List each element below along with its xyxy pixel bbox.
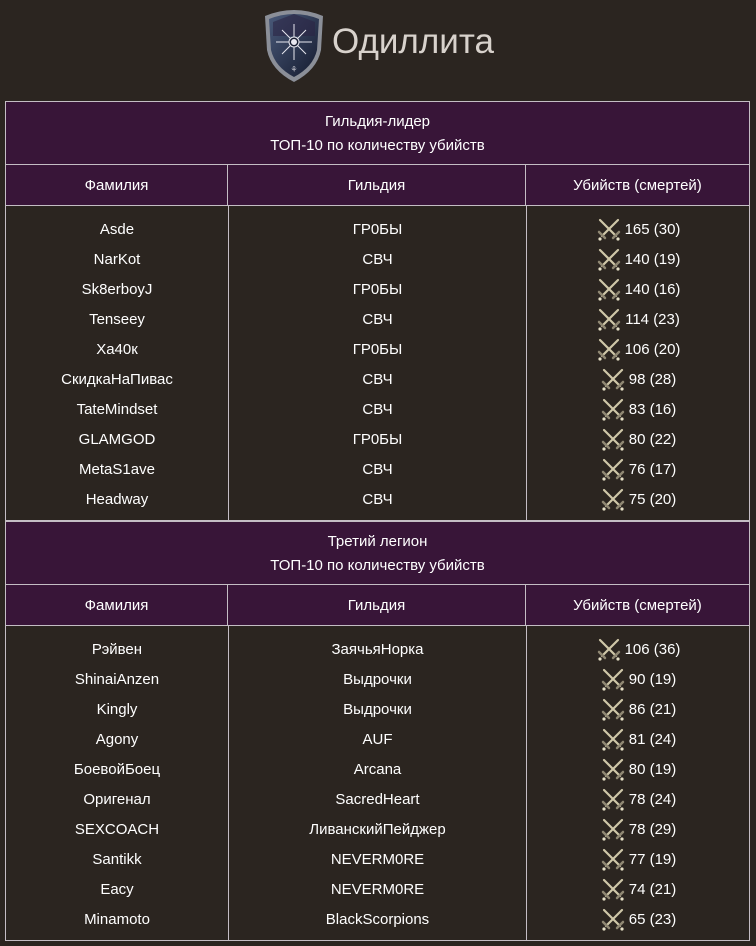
player-name: SEXCOACH xyxy=(74,820,160,838)
player-kills xyxy=(527,244,749,274)
player-name: GLAMGOD xyxy=(78,430,156,448)
player-name: Asde xyxy=(99,220,135,238)
player-name: Sk8erboyJ xyxy=(81,280,153,298)
player-name: NarKot xyxy=(93,250,141,268)
kills-deaths-value: 80 (19) xyxy=(628,760,677,778)
page-title: Одиллита xyxy=(332,22,494,61)
player-kills xyxy=(527,364,749,394)
crossed-swords-icon xyxy=(596,336,622,362)
kills-deaths-value: 81 (24) xyxy=(628,730,677,748)
player-kills xyxy=(527,724,749,754)
crossed-swords-icon xyxy=(600,666,626,692)
name-column xyxy=(6,626,228,940)
svg-text:⚘: ⚘ xyxy=(290,65,298,74)
crossed-swords-icon xyxy=(600,456,626,482)
player-guild: ЛиванскийПейджер xyxy=(309,820,446,838)
player-guild: СВЧ xyxy=(362,460,393,478)
column-header-name[interactable]: Фамилия xyxy=(5,585,228,626)
player-guild: ЗаячьяНорка xyxy=(331,640,424,658)
player-guild: ГР0БЫ xyxy=(352,220,403,238)
player-guild: Выдрочки xyxy=(343,670,412,688)
player-kills xyxy=(527,664,749,694)
player-kills xyxy=(527,844,749,874)
player-name: СкидкаНаПивас xyxy=(61,370,173,388)
player-name: ShinaiAnzen xyxy=(74,670,160,688)
player-guild: BlackScorpions xyxy=(325,910,430,928)
kills-deaths-value: 98 (28) xyxy=(628,370,677,388)
player-kills xyxy=(527,784,749,814)
kills-deaths-value: 78 (24) xyxy=(628,790,677,808)
kills-deaths-value: 140 (19) xyxy=(624,250,681,268)
player-guild: ГР0БЫ xyxy=(352,340,403,358)
player-guild: СВЧ xyxy=(362,250,393,268)
kills-deaths-value: 80 (22) xyxy=(628,430,677,448)
kills-deaths-value: 106 (20) xyxy=(624,340,681,358)
player-guild: СВЧ xyxy=(362,310,393,328)
kills-deaths-value: 77 (19) xyxy=(628,850,677,868)
player-guild: NEVERM0RE xyxy=(330,850,425,868)
player-name: Agony xyxy=(95,730,139,748)
crossed-swords-icon xyxy=(600,786,626,812)
crossed-swords-icon xyxy=(600,696,626,722)
section-title-block xyxy=(5,101,750,165)
player-guild: СВЧ xyxy=(362,370,393,388)
kills-deaths-value: 165 (30) xyxy=(624,220,681,238)
player-guild: NEVERM0RE xyxy=(330,880,425,898)
player-kills xyxy=(527,454,749,484)
column-header-guild[interactable]: Гильдия xyxy=(228,165,526,206)
player-name: MetaS1ave xyxy=(79,460,155,478)
player-guild: SacredHeart xyxy=(335,790,420,808)
crossed-swords-icon xyxy=(596,636,622,662)
player-kills xyxy=(527,814,749,844)
player-name: Оригенал xyxy=(83,790,151,808)
crossed-swords-icon xyxy=(600,396,626,422)
crossed-swords-icon xyxy=(596,276,622,302)
player-kills xyxy=(527,484,749,514)
player-kills xyxy=(527,694,749,724)
guild-column xyxy=(228,206,526,520)
crossed-swords-icon xyxy=(600,846,626,872)
player-name: TateMindset xyxy=(76,400,158,418)
leaderboard-section-1 xyxy=(5,101,750,521)
crossed-swords-icon xyxy=(600,366,626,392)
section-title-block xyxy=(5,521,750,585)
kills-deaths-value: 76 (17) xyxy=(628,460,677,478)
crossed-swords-icon xyxy=(600,816,626,842)
section-subtitle: ТОП-10 по количеству убийств xyxy=(270,557,485,574)
player-kills xyxy=(527,274,749,304)
column-header-guild[interactable]: Гильдия xyxy=(228,585,526,626)
player-guild: AUF xyxy=(362,730,393,748)
player-kills xyxy=(527,904,749,934)
crossed-swords-icon xyxy=(600,876,626,902)
player-name: Headway xyxy=(85,490,149,508)
player-name: Tenseey xyxy=(89,310,145,328)
section-subtitle: ТОП-10 по количеству убийств xyxy=(270,137,485,154)
player-name: Kingly xyxy=(96,700,138,718)
name-column xyxy=(6,206,228,520)
table-body xyxy=(5,626,750,941)
player-kills xyxy=(527,424,749,454)
section-title: Третий легион xyxy=(327,533,428,550)
kills-deaths-value: 106 (36) xyxy=(624,640,681,658)
player-kills xyxy=(527,754,749,784)
kills-deaths-value: 114 (23) xyxy=(625,310,680,328)
player-kills xyxy=(527,634,749,664)
player-name: Minamoto xyxy=(84,910,150,928)
player-name: Santikk xyxy=(92,850,142,868)
kills-deaths-value: 86 (21) xyxy=(628,700,677,718)
crossed-swords-icon xyxy=(600,486,626,512)
player-name: Рэйвен xyxy=(91,640,143,658)
player-name: Ха40к xyxy=(96,340,138,358)
player-guild: Выдрочки xyxy=(343,700,412,718)
crossed-swords-icon xyxy=(596,246,622,272)
crossed-swords-icon xyxy=(600,426,626,452)
player-guild: СВЧ xyxy=(362,490,393,508)
guild-column xyxy=(228,626,526,940)
player-kills xyxy=(527,394,749,424)
crossed-swords-icon xyxy=(600,726,626,752)
player-kills xyxy=(527,214,749,244)
crossed-swords-icon xyxy=(600,906,626,932)
kills-deaths-value: 74 (21) xyxy=(628,880,677,898)
kills-deaths-value: 75 (20) xyxy=(628,490,677,508)
kills-column xyxy=(526,626,749,940)
column-header-name[interactable]: Фамилия xyxy=(5,165,228,206)
kills-deaths-value: 140 (16) xyxy=(624,280,681,298)
kills-deaths-value: 65 (23) xyxy=(628,910,677,928)
kills-deaths-value: 83 (16) xyxy=(628,400,677,418)
table-body xyxy=(5,206,750,521)
player-kills xyxy=(527,334,749,364)
table-header xyxy=(5,165,750,206)
player-kills xyxy=(527,304,749,334)
leaderboard-section-2 xyxy=(5,521,750,941)
column-header-kills[interactable]: Убийств (смертей) xyxy=(526,165,750,206)
player-kills xyxy=(527,874,749,904)
player-name: БоевойБоец xyxy=(73,760,161,778)
page-header xyxy=(0,0,756,92)
crossed-swords-icon xyxy=(596,306,622,332)
section-title: Гильдия-лидер xyxy=(324,113,431,130)
player-name: Eacy xyxy=(100,880,134,898)
player-guild: Arcana xyxy=(353,760,402,778)
crossed-swords-icon xyxy=(600,756,626,782)
player-guild: СВЧ xyxy=(362,400,393,418)
kills-deaths-value: 78 (29) xyxy=(628,820,677,838)
table-header xyxy=(5,585,750,626)
player-guild: ГР0БЫ xyxy=(352,430,403,448)
player-guild: ГР0БЫ xyxy=(352,280,403,298)
kills-deaths-value: 90 (19) xyxy=(628,670,677,688)
kills-column xyxy=(526,206,749,520)
column-header-kills[interactable]: Убийств (смертей) xyxy=(526,585,750,626)
crossed-swords-icon xyxy=(596,216,622,242)
guild-crest-icon xyxy=(261,6,327,84)
